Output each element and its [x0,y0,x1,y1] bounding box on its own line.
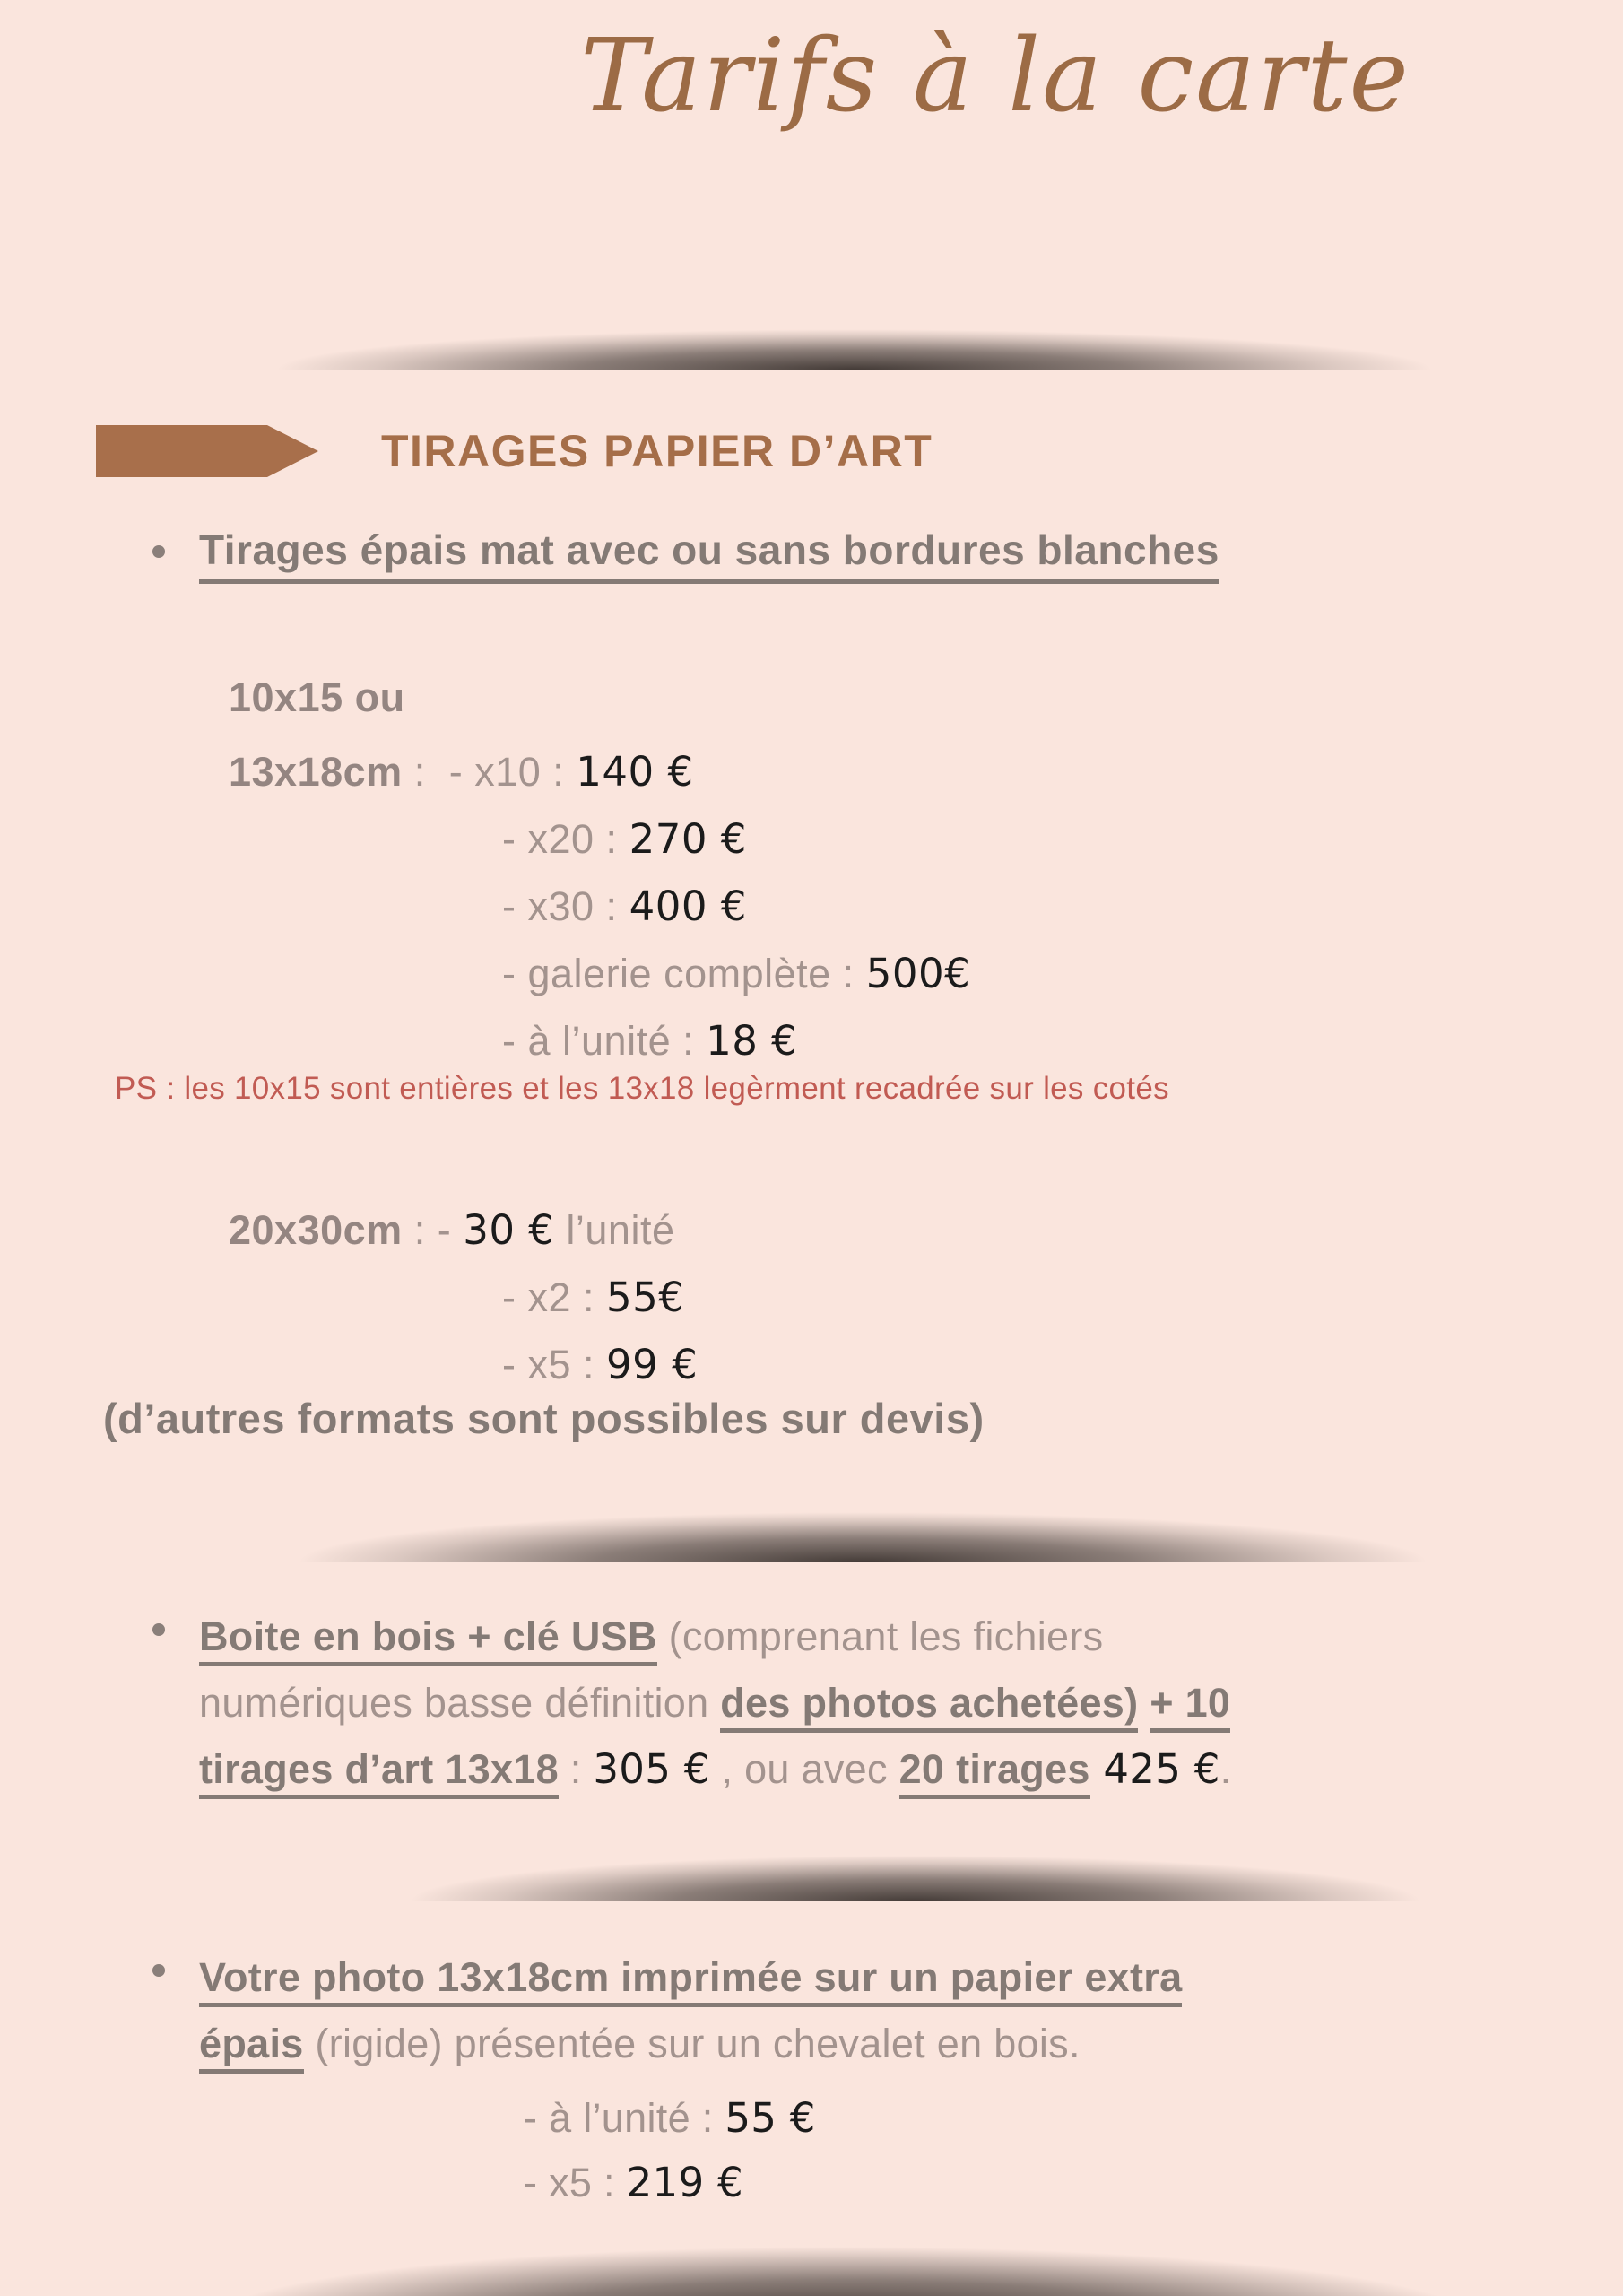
size-label-line [229,664,970,731]
usb-box-emphasis: + 10 [1150,1680,1230,1733]
price-block-small-formats [229,664,970,1074]
easel-print-section [152,1944,1182,2215]
usb-box-text: numériques basse définition [199,1680,721,1726]
unit-suffix: l’unité [554,1207,675,1253]
arrow-banner-icon [96,425,318,477]
quantity-label: - x5 : [524,2160,627,2205]
quantity-label: - x2 : [502,1274,607,1320]
period: . [1219,1746,1232,1792]
custom-formats-note: (d’autres formats sont possibles sur devis) [103,1395,985,1442]
dash: - [437,1207,464,1253]
size-label: 13x18cm [229,749,403,795]
price-value: 425 € [1089,1745,1220,1793]
usb-box-text: , ou avec [709,1746,899,1792]
usb-box-line3 [152,1736,1231,1803]
price-value: 55€ [606,1274,685,1321]
price-value: 18 € [706,1017,798,1065]
separator: : [402,749,449,795]
separator: : [402,1207,438,1253]
price-value: 99 € [606,1341,699,1388]
usb-box-section [152,1604,1231,1803]
price-value: 500€ [865,950,971,997]
usb-box-title: Boite en bois + clé USB [199,1613,657,1666]
price-line [524,2151,1182,2215]
easel-emphasis: épais [199,2021,304,2074]
price-line [229,738,970,805]
size-label: 20x30cm [229,1207,403,1253]
shadow-divider [81,1500,1614,1562]
easel-line2 [152,2011,1182,2077]
price-line [524,2086,1182,2151]
price-value: 140 € [576,748,694,796]
price-value: 270 € [629,815,747,863]
easel-price-rows [152,2086,1182,2215]
price-line [229,1264,698,1331]
price-value: 305 € [593,1745,710,1793]
shadow-divider [63,2239,1623,2296]
shadow-divider [215,1844,1587,1901]
space [1138,1680,1150,1726]
quantity-label: - x5 : [502,1342,607,1387]
price-line [229,1331,698,1398]
price-block-large-format [229,1196,698,1398]
page-title: Tarifs à la carte [580,18,1410,135]
shadow-divider [54,319,1623,370]
price-line [229,940,970,1007]
bullet-heading-tirages [152,526,1219,584]
price-line [229,1007,970,1074]
size-label: 10x15 ou [229,674,405,720]
quantity-label: - à l’unité : [524,2095,725,2141]
price-line [229,1196,698,1264]
dot-icon [152,1964,165,1977]
easel-text: (rigide) présentée sur un chevalet en bois. [303,2021,1081,2066]
tirages-heading-label: Tirages épais mat avec ou sans bordures blanches [199,526,1219,584]
easel-title: Votre photo 13x18cm imprimée sur un papier extra [199,1954,1182,2007]
dot-icon [152,1623,165,1636]
usb-box-line2 [152,1670,1231,1736]
usb-box-emphasis: des photos achetées) [720,1680,1138,1733]
separator: : [558,1746,594,1792]
price-line [229,873,970,940]
usb-box-text: (comprenant les fichiers [656,1613,1104,1659]
ps-note: PS : les 10x15 sont entières et les 13x18 legèrment recadrée sur les cotés [115,1071,1169,1106]
section-header [96,425,933,477]
usb-box-line1 [152,1604,1231,1670]
quantity-label: - x20 : [502,816,629,862]
price-value: 30 € [463,1206,555,1254]
section-title: TIRAGES PAPIER D’ART [381,426,933,476]
quantity-label: - x30 : [502,883,629,929]
quantity-label: - x10 : [448,749,577,795]
quantity-label: - à l’unité : [502,1018,707,1064]
price-value: 219 € [626,2159,743,2206]
price-value: 55 € [725,2094,816,2142]
dot-icon [152,545,165,558]
usb-box-emphasis: 20 tirages [899,1746,1090,1799]
easel-line1 [152,1944,1182,2011]
quantity-label: - galerie complète : [502,951,866,996]
usb-box-emphasis: tirages d’art 13x18 [199,1746,559,1799]
price-value: 400 € [629,883,747,930]
price-line [229,805,970,873]
